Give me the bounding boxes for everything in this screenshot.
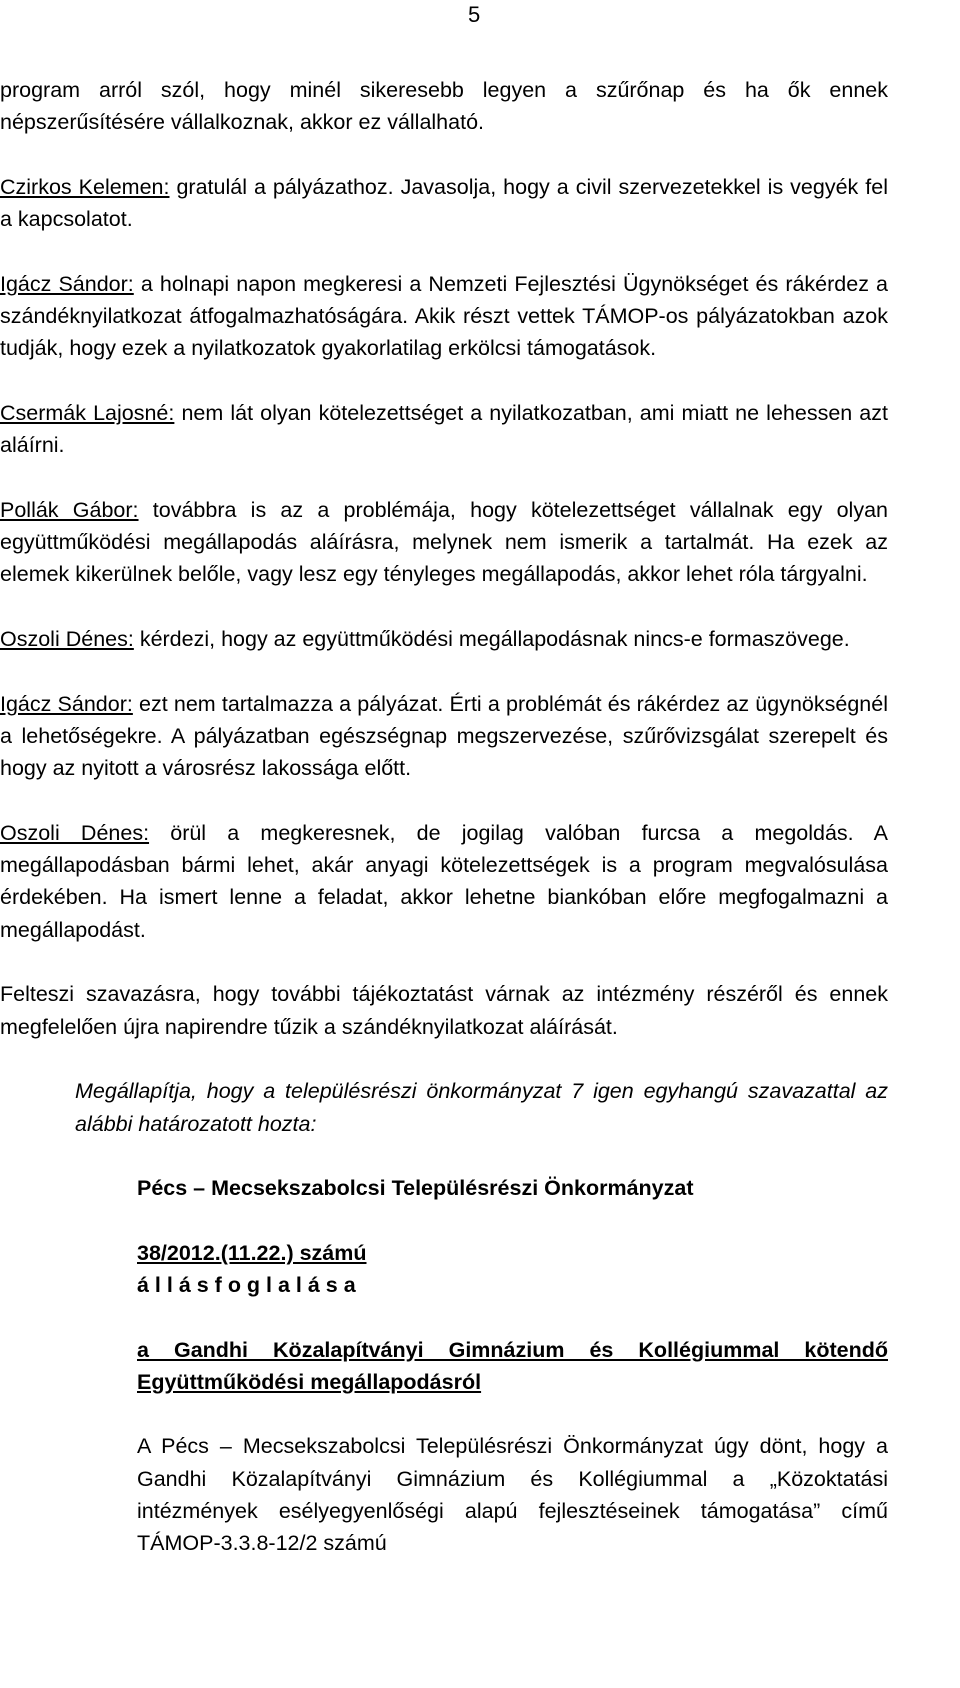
- paragraph-czirkos-kelemen: [0, 171, 888, 236]
- speaker-name: Igácz Sándor:: [0, 271, 134, 296]
- paragraph-text: Felteszi szavazásra, hogy további tájékoztatást várnak az intézmény részéről és ennek megfelelően újra napirendre tűzik a szándéknyilatkozat aláírását.: [0, 982, 888, 1039]
- paragraph-vote: [0, 978, 888, 1043]
- speaker-name: Czirkos Kelemen:: [0, 174, 170, 199]
- paragraph-text: ezt nem tartalmazza a pályázat. Érti a problémát és rákérdez az ügynökségnél a lehetőségekre. A pályázatban egészségnap megszervezése, szűrővizsgálat szerepelt és hogy az nyitott a városrész lakossága előtt.: [0, 691, 888, 781]
- paragraph-continuation: [0, 74, 888, 139]
- decision-body-name: Pécs – Mecsekszabolcsi Településrészi Önkormányzat: [137, 1176, 694, 1201]
- decision-number-text: 38/2012.(11.22.) számú: [137, 1240, 367, 1265]
- decision-subject: a Gandhi Közalapítványi Gimnázium és Kollégiummal kötendő Együttműködési megállapodásról: [137, 1337, 888, 1394]
- speaker-name: Oszoli Dénes:: [0, 820, 150, 845]
- page-number: 5: [468, 2, 481, 27]
- paragraph-pollak-gabor: [0, 494, 888, 591]
- decision-type: á l l á s f o g l a l á s a: [137, 1272, 356, 1297]
- decision-intro: Megállapítja, hogy a településrészi önkormányzat 7 igen egyhangú szavazattal az alábbi határozatott hozta:: [75, 1079, 888, 1136]
- speaker-name: Csermák Lajosné:: [0, 400, 175, 425]
- paragraph-text: a holnapi napon megkeresi a Nemzeti Fejlesztési Ügynökséget és rákérdez a szándéknyilatkozat átfogalmazhatóságára. Akik részt vettek TÁMOP-os pályázatokban azok tudják, hogy ezek a nyilatkozatok gyakorlatilag erkölcsi támogatások.: [0, 271, 888, 361]
- paragraph-igacz-sandor-2: [0, 688, 888, 785]
- paragraph-text: gratulál a pályázathoz. Javasolja, hogy a civil szervezetekkel is vegyék fel a kapcsolatot.: [0, 174, 888, 232]
- decision-number: [0, 1237, 888, 1269]
- speaker-name: Oszoli Dénes:: [0, 627, 134, 652]
- paragraph-text: program arról szól, hogy minél sikeresebb legyen a szűrőnap és ha ők ennek népszerűsítésére vállalkoznak, akkor ez vállalható.: [0, 78, 888, 135]
- decision-text: A Pécs – Mecsekszabolcsi Településrészi Önkormányzat úgy dönt, hogy a Gandhi Közalapítványi Gimnázium és Kollégiummal a „Közoktatási intézmények esélyegyenlőségi alapú fejlesztéseinek támogatása” című TÁMOP-3.3.8-12/2 számú: [137, 1434, 888, 1556]
- paragraph-csermak-lajosne: [0, 397, 888, 462]
- paragraph-text: örül a megkeresnek, de jogilag valóban furcsa a megoldás. A megállapodásban bármi lehet, akár anyagi kötelezettségek is a program megvalósulása érdekében. Ha ismert lenne a feladat, akkor lehetne biankóban előre megfogalmazni a megállapodást.: [0, 820, 888, 942]
- paragraph-igacz-sandor-1: [0, 268, 888, 365]
- speaker-name: Pollák Gábor:: [0, 497, 139, 522]
- paragraph-text: kérdezi, hogy az együttműködési megállapodásnak nincs-e formaszövege.: [133, 627, 850, 652]
- paragraph-text: továbbra is az a problémája, hogy kötelezettséget vállalnak egy olyan együttműködési megállapodás aláírásra, melynek nem ismerik a tartalmát. Ha ezek az elemek kikerülnek belőle, vagy lesz egy tényleges megállapodás, akkor lehet róla tárgyalni.: [0, 497, 889, 587]
- paragraph-oszoli-denes-2: [0, 817, 888, 946]
- paragraph-text: nem lát olyan kötelezettséget a nyilatkozatban, ami miatt ne lehessen azt aláírni.: [0, 400, 888, 458]
- speaker-name: Igácz Sándor:: [0, 691, 133, 716]
- document-body: [0, 74, 888, 1560]
- paragraph-oszoli-denes-1: [0, 623, 888, 655]
